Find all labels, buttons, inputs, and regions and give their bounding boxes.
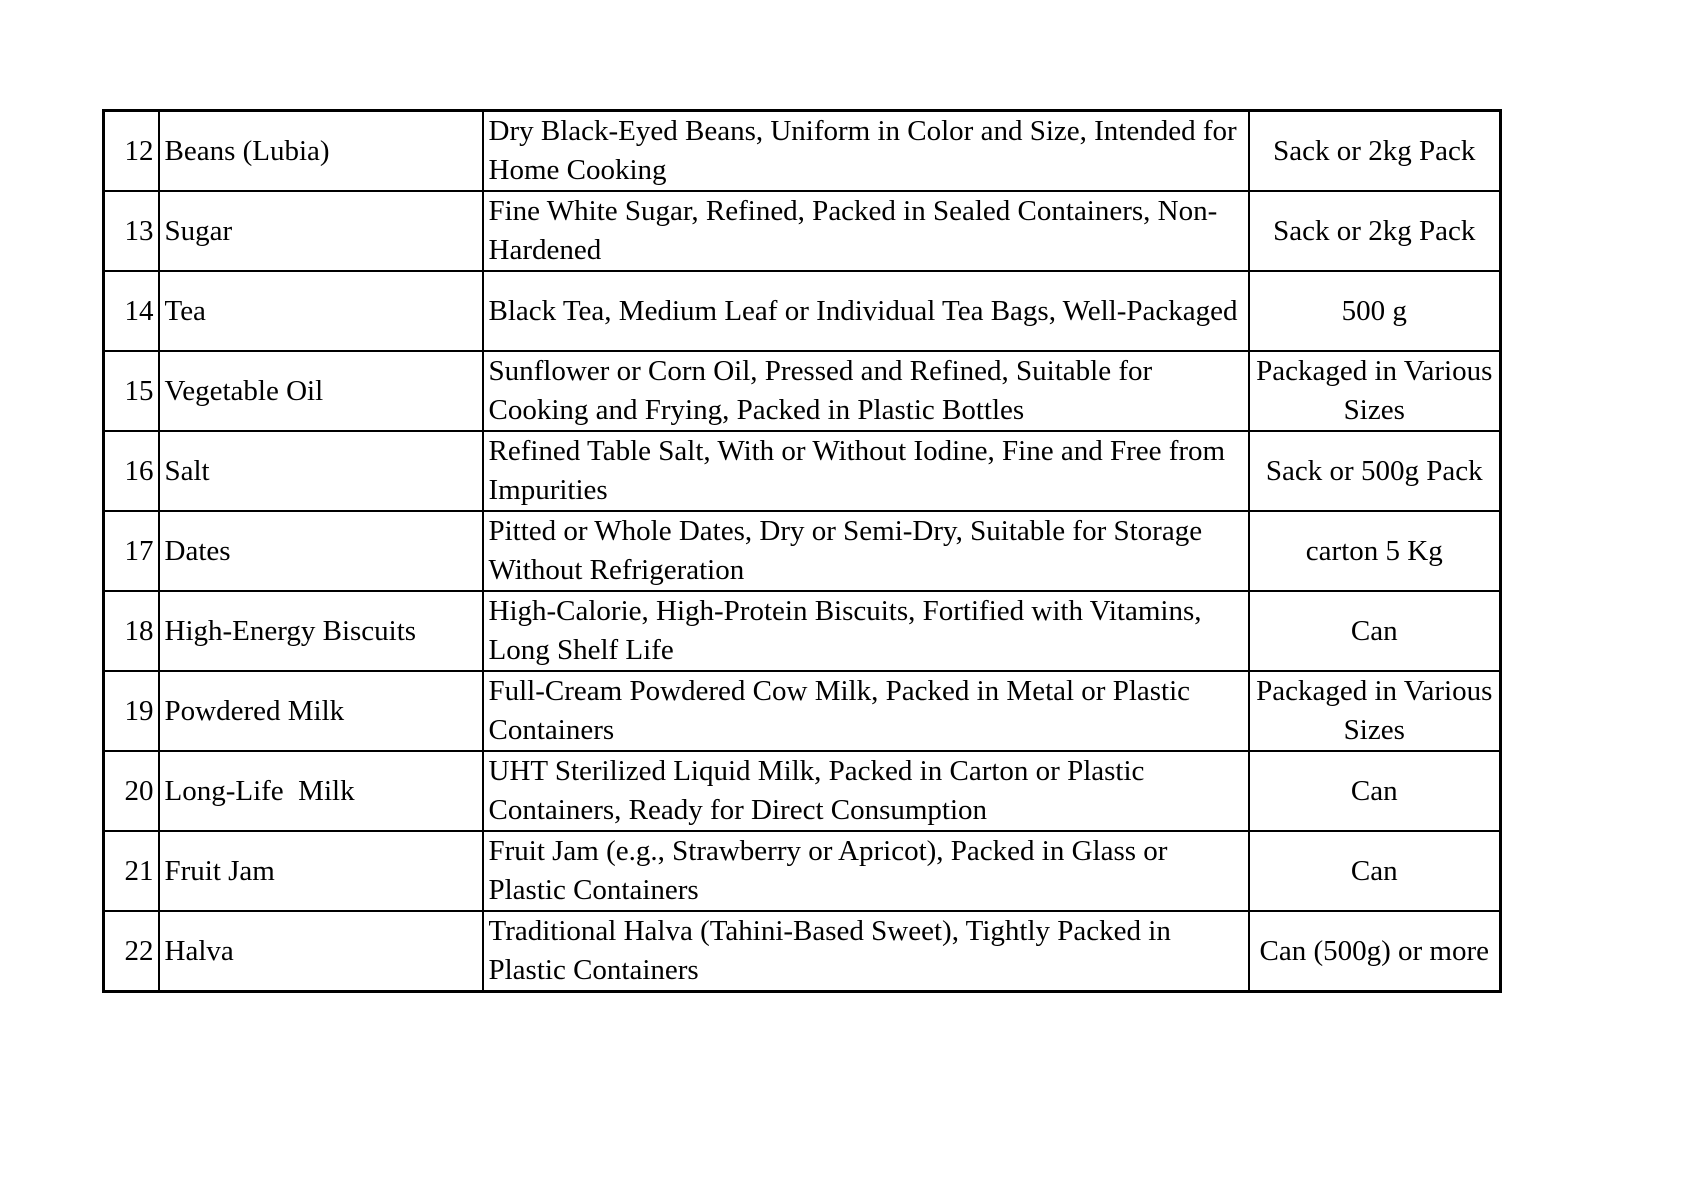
item-name: Sugar xyxy=(159,191,483,271)
item-description: Full-Cream Powdered Cow Milk, Packed in Metal or Plastic Containers xyxy=(483,671,1249,751)
item-description: Traditional Halva (Tahini-Based Sweet), Tightly Packed in Plastic Containers xyxy=(483,911,1249,992)
table-row xyxy=(104,351,1501,431)
item-description: UHT Sterilized Liquid Milk, Packed in Carton or Plastic Containers, Ready for Direct Consumption xyxy=(483,751,1249,831)
item-number: 22 xyxy=(104,911,159,992)
item-packaging: Sack or 2kg Pack xyxy=(1249,111,1501,192)
item-description: Sunflower or Corn Oil, Pressed and Refined, Suitable for Cooking and Frying, Packed in Plastic Bottles xyxy=(483,351,1249,431)
item-number: 21 xyxy=(104,831,159,911)
item-packaging: 500 g xyxy=(1249,271,1501,351)
table-row xyxy=(104,591,1501,671)
table-row xyxy=(104,911,1501,992)
item-packaging: Packaged in Various Sizes xyxy=(1249,671,1501,751)
item-name: Halva xyxy=(159,911,483,992)
item-number: 12 xyxy=(104,111,159,192)
item-packaging: Packaged in Various Sizes xyxy=(1249,351,1501,431)
item-packaging: Sack or 2kg Pack xyxy=(1249,191,1501,271)
item-description: Fine White Sugar, Refined, Packed in Sealed Containers, Non-Hardened xyxy=(483,191,1249,271)
item-number: 15 xyxy=(104,351,159,431)
table-row xyxy=(104,751,1501,831)
table-row xyxy=(104,831,1501,911)
items-table xyxy=(102,109,1502,993)
item-packaging: Can xyxy=(1249,751,1501,831)
item-name: High-Energy Biscuits xyxy=(159,591,483,671)
item-name: Long-Life Milk xyxy=(159,751,483,831)
item-name: Powdered Milk xyxy=(159,671,483,751)
item-description: High-Calorie, High-Protein Biscuits, Fortified with Vitamins, Long Shelf Life xyxy=(483,591,1249,671)
table-row xyxy=(104,271,1501,351)
items-table-body xyxy=(104,111,1501,992)
item-packaging: Can (500g) or more xyxy=(1249,911,1501,992)
item-number: 20 xyxy=(104,751,159,831)
item-number: 19 xyxy=(104,671,159,751)
item-number: 16 xyxy=(104,431,159,511)
item-description: Black Tea, Medium Leaf or Individual Tea Bags, Well-Packaged xyxy=(483,271,1249,351)
item-name: Beans (Lubia) xyxy=(159,111,483,192)
item-number: 13 xyxy=(104,191,159,271)
table-row xyxy=(104,671,1501,751)
item-description: Dry Black-Eyed Beans, Uniform in Color and Size, Intended for Home Cooking xyxy=(483,111,1249,192)
item-description: Fruit Jam (e.g., Strawberry or Apricot), Packed in Glass or Plastic Containers xyxy=(483,831,1249,911)
item-name: Fruit Jam xyxy=(159,831,483,911)
item-description: Refined Table Salt, With or Without Iodine, Fine and Free from Impurities xyxy=(483,431,1249,511)
item-name: Dates xyxy=(159,511,483,591)
table-row xyxy=(104,431,1501,511)
item-description: Pitted or Whole Dates, Dry or Semi-Dry, Suitable for Storage Without Refrigeration xyxy=(483,511,1249,591)
item-packaging: carton 5 Kg xyxy=(1249,511,1501,591)
item-name: Salt xyxy=(159,431,483,511)
item-name: Tea xyxy=(159,271,483,351)
table-row xyxy=(104,511,1501,591)
table-row xyxy=(104,191,1501,271)
table-row xyxy=(104,111,1501,192)
item-number: 18 xyxy=(104,591,159,671)
item-number: 17 xyxy=(104,511,159,591)
item-packaging: Sack or 500g Pack xyxy=(1249,431,1501,511)
item-packaging: Can xyxy=(1249,831,1501,911)
item-packaging: Can xyxy=(1249,591,1501,671)
item-number: 14 xyxy=(104,271,159,351)
item-name: Vegetable Oil xyxy=(159,351,483,431)
